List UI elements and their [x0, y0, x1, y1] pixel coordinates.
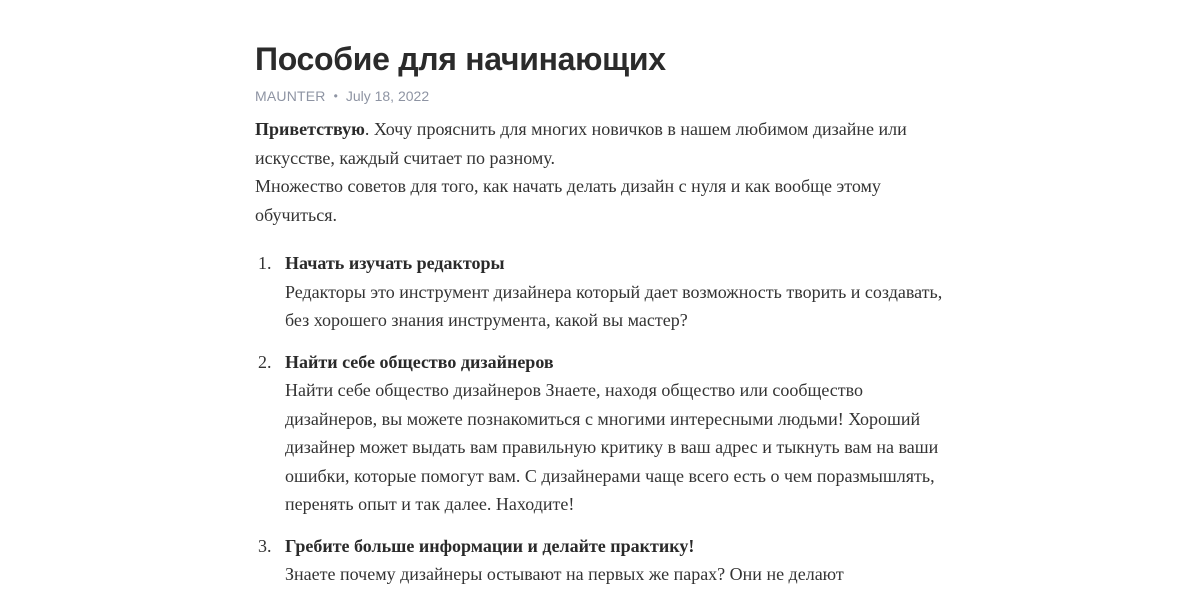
publish-date: July 18, 2022 [345, 88, 430, 104]
list-item [255, 249, 945, 335]
list-item-number: 2. [258, 351, 272, 372]
list-item-number: 3. [258, 535, 272, 556]
author-name[interactable]: MAUNTER [255, 88, 326, 104]
list-item-text: Редакторы это инструмент дизайнера который дает возможность творить и создавать, без хорошего знания инструмента, какой вы мастер? [285, 281, 943, 330]
meta-separator: • [333, 89, 338, 103]
list-item-number: 1. [258, 253, 272, 273]
intro-line-1: . Хочу прояснить для многих новичков в нашем любимом дизайне или искусстве, каждый считает по разному. [255, 119, 907, 168]
steps-list [255, 249, 945, 589]
list-item-heading: Начать изучать редакторы [285, 253, 505, 273]
list-item [255, 532, 945, 589]
list-item-heading: Найти себе общество дизайнеров [285, 351, 554, 372]
list-item-heading: Гребите больше информации и делайте практику! [285, 535, 695, 556]
intro-line-2: Множество советов для того, как начать делать дизайн с нуля и как вообще этому обучиться. [255, 176, 881, 225]
list-item-text: Найти себе общество дизайнеров Знаете, находя общество или сообщество дизайнеров, вы можете познакомиться с многими интересными людьми! Хороший дизайнер может выдать вам правильную критику в ваш адрес и тыкнуть вам на ваши ошибки, которые помогут вам. С дизайнерами чаще всего есть о чем поразмышлять, перенять опыт и так далее. Находите! [285, 380, 939, 514]
article-intro [255, 115, 945, 229]
intro-greeting: Приветствую [255, 119, 365, 139]
article-title: Пособие для начинающих [255, 41, 666, 77]
article [255, 38, 945, 602]
list-item-text: Знаете почему дизайнеры остывают на первых же парах? Они не делают [285, 564, 844, 584]
list-item [255, 348, 945, 519]
intro-paragraph [255, 115, 945, 172]
article-meta [255, 87, 945, 105]
